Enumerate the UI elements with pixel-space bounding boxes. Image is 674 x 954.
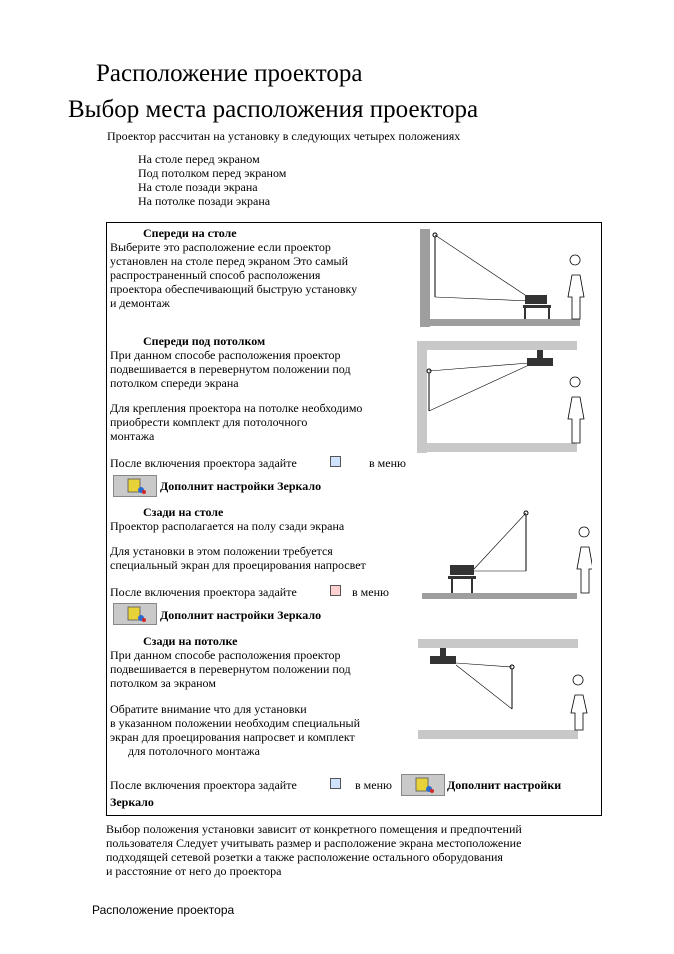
projector-icon	[430, 656, 456, 664]
page-title: Расположение проектора	[96, 60, 363, 87]
projector-icon	[525, 295, 547, 304]
text-line: потолком спереди экрана	[110, 376, 239, 390]
front-ceiling-illustration	[417, 339, 587, 453]
text-line: распространенный способ расположения	[110, 268, 321, 282]
wall	[420, 229, 430, 327]
text-line: монтажа	[110, 429, 155, 443]
front-table-illustration	[417, 225, 587, 327]
section-heading-front-ceiling: Спереди под потолком	[143, 334, 266, 348]
text-line: Проектор располагается на полу сзади экрана	[110, 519, 345, 533]
text-line: Выберите это расположение если проектор	[110, 240, 331, 254]
floor	[418, 730, 578, 739]
folder-settings-icon	[401, 774, 445, 796]
rear-ceiling-illustration	[418, 637, 588, 749]
text-line: Обратите внимание что для установки	[110, 702, 307, 716]
intro-text: Проектор рассчитан на установку в следующих четырех положениях	[107, 129, 461, 143]
text-line: в меню	[352, 585, 389, 599]
text-line: После включения проектора задайте	[110, 778, 297, 792]
menu-path-rear-ceiling-last: Зеркало	[110, 795, 154, 809]
page-footer: Расположение проектора	[92, 903, 235, 917]
section-heading-rear-ceiling: Сзади на потолке	[143, 634, 238, 648]
rear-table-illustration	[422, 507, 592, 603]
text-line: потолком за экраном	[110, 676, 216, 690]
section-heading-rear-table: Сзади на столе	[143, 505, 224, 519]
text-line: подвешивается в перевернутом положении под	[110, 362, 351, 376]
text-line: и демонтаж	[110, 296, 170, 310]
menu-path-front-ceiling: Дополнит настройки Зеркало	[160, 479, 322, 493]
front-ceiling-menu-icon	[330, 456, 341, 467]
text-line: подходящей сетевой розетки а также расположение остального оборудования	[106, 850, 503, 864]
person-icon	[571, 675, 587, 730]
person-icon	[568, 255, 584, 319]
closing-paragraph	[106, 822, 522, 878]
text-line: экран для проецирования напросвет и комплект	[110, 730, 355, 744]
text-line: приобрести комплект для потолочного	[110, 415, 308, 429]
folder-settings-icon	[113, 475, 157, 497]
folder-settings-icon	[113, 603, 157, 625]
text-line: и расстояние от него до проектора	[106, 864, 282, 878]
menu-path-rear-ceiling: Дополнит настройки	[447, 778, 562, 792]
positions-box	[106, 222, 602, 816]
menu-path-rear-table: Дополнит настройки Зеркало	[160, 608, 322, 622]
text-line: в указанном положении необходим специальный	[110, 716, 361, 730]
text-line: для потолочного монтажа	[110, 744, 260, 758]
text-line: При данном способе расположения проектор	[110, 348, 341, 362]
text-line: в меню	[369, 456, 406, 470]
text-line: специальный экран для проецирования напросвет	[110, 558, 366, 572]
page-subtitle: Выбор места расположения проектора	[68, 96, 479, 123]
position-item: На столе позади экрана	[138, 180, 258, 194]
position-item: Под потолком перед экраном	[138, 166, 287, 180]
text-line: После включения проектора задайте	[110, 585, 297, 599]
text-line: установлен на столе перед экраном Это самый	[110, 254, 349, 268]
projector-icon	[527, 358, 553, 366]
person-icon	[577, 527, 592, 593]
floor	[422, 593, 577, 599]
person-icon	[568, 377, 584, 443]
text-line: в меню	[355, 778, 392, 792]
text-line: подвешивается в перевернутом положении под	[110, 662, 351, 676]
text-line: Для установки в этом положении требуется	[110, 544, 333, 558]
projector-icon	[450, 565, 474, 575]
text-line: проектора обеспечивающий быструю установку	[110, 282, 358, 296]
position-item: На потолке позади экрана	[138, 194, 271, 208]
section-heading-front-table: Спереди на столе	[143, 226, 237, 240]
rear-table-menu-icon	[330, 585, 341, 596]
text-line: После включения проектора задайте	[110, 456, 297, 470]
text-line: Выбор положения установки зависит от конкретного помещения и предпочтений	[106, 822, 522, 836]
wall	[417, 341, 427, 453]
position-item: На столе перед экраном	[138, 152, 260, 166]
ceiling	[417, 341, 577, 350]
floor	[417, 443, 577, 452]
text-line: Для крепления проектора на потолке необходимо	[110, 401, 363, 415]
rear-ceiling-menu-icon	[330, 778, 341, 789]
text-line: пользователя Следует учитывать размер и расположение экрана местоположение	[106, 836, 522, 850]
floor	[420, 319, 580, 326]
ceiling	[418, 639, 578, 648]
text-line: При данном способе расположения проектор	[110, 648, 341, 662]
